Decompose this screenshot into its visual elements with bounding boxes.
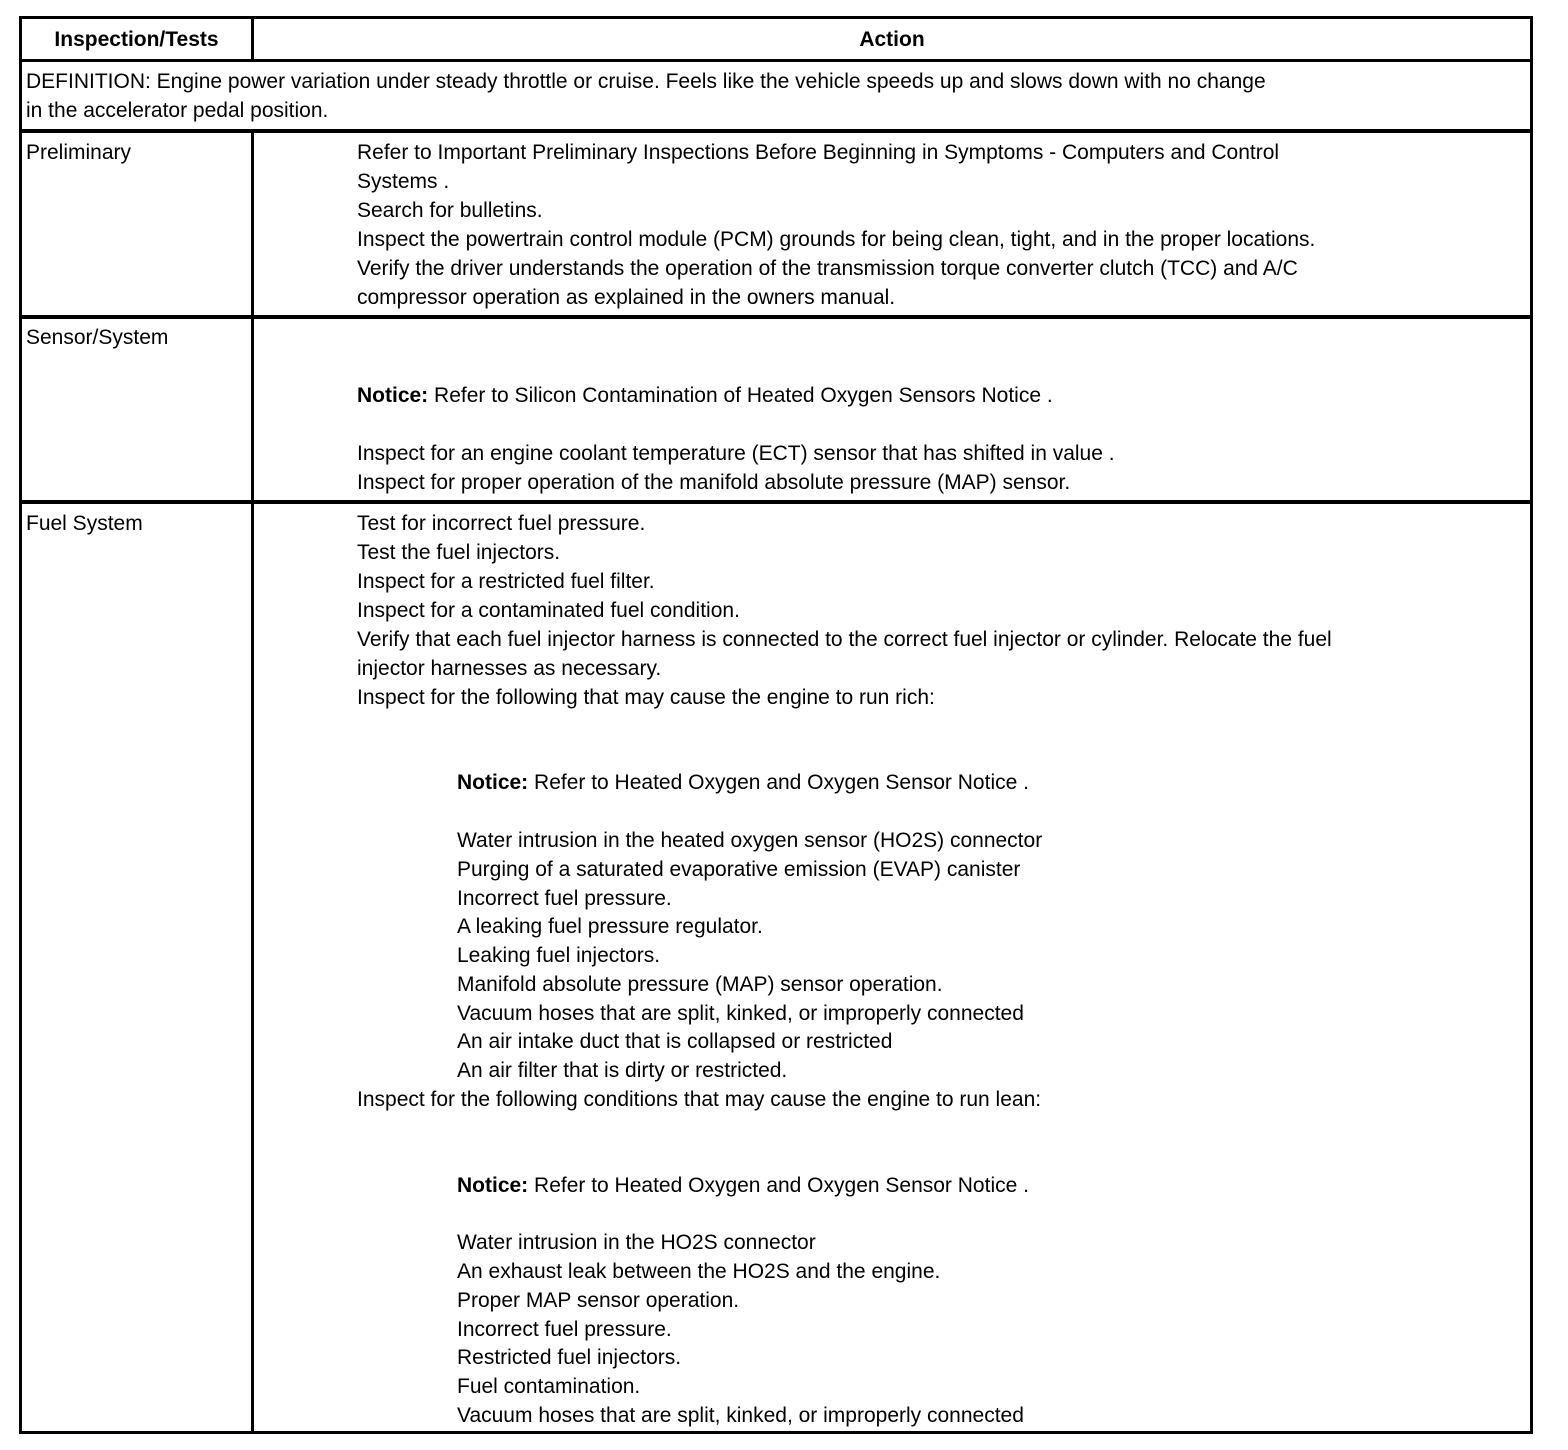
notice-label: Notice: <box>457 1174 529 1197</box>
action-line: Inspect the powertrain control module (PCM) grounds for being clean, tight, and in the proper locations. <box>357 228 1316 251</box>
inspection-table <box>19 16 1533 1434</box>
action-line: Verify that each fuel injector harness is connected to the correct fuel injector or cylinder. Relocate the fuel <box>357 628 1332 651</box>
sensor-divider <box>22 500 1530 504</box>
action-line: Refer to Important Preliminary Inspections Before Beginning in Symptoms - Computers and Control <box>357 141 1280 164</box>
action-line: Inspect for the following conditions that may cause the engine to run lean: <box>357 1088 1042 1111</box>
action-line: Test for incorrect fuel pressure. <box>357 512 646 535</box>
list-item: An air filter that is dirty or restricted. <box>457 1059 788 1082</box>
row-label-fuel-system: Fuel System <box>26 512 143 535</box>
list-item: Incorrect fuel pressure. <box>457 1318 672 1341</box>
preliminary-divider <box>22 315 1530 319</box>
notice-label: Notice: <box>357 384 429 407</box>
list-item: Incorrect fuel pressure. <box>457 887 672 910</box>
list-item: Purging of a saturated evaporative emission (EVAP) canister <box>457 858 1021 881</box>
list-item: Vacuum hoses that are split, kinked, or improperly connected <box>457 1002 1024 1025</box>
action-line: Inspect for a contaminated fuel condition. <box>357 599 740 622</box>
list-item: Manifold absolute pressure (MAP) sensor operation. <box>457 973 943 996</box>
notice-text: Refer to Heated Oxygen and Oxygen Sensor Notice . <box>528 1174 1029 1197</box>
row-label-sensor-system: Sensor/System <box>26 326 169 349</box>
notice-label: Notice: <box>457 771 529 794</box>
column-divider-body <box>251 129 254 1434</box>
row-label-preliminary: Preliminary <box>26 141 132 164</box>
list-item: Restricted fuel injectors. <box>457 1346 682 1369</box>
notice-text: Refer to Heated Oxygen and Oxygen Sensor Notice . <box>528 771 1029 794</box>
notice-text: Refer to Silicon Contamination of Heated Oxygen Sensors Notice . <box>428 384 1053 407</box>
list-item: Proper MAP sensor operation. <box>457 1289 740 1312</box>
action-line: compressor operation as explained in the owners manual. <box>357 286 896 309</box>
header-action: Action <box>859 28 925 51</box>
definition-line: DEFINITION: Engine power variation under steady throttle or cruise. Feels like the vehicle speeds up and slows down with no change <box>26 70 1266 93</box>
list-item: Water intrusion in the HO2S connector <box>457 1231 816 1254</box>
action-line: injector harnesses as necessary. <box>357 657 662 680</box>
action-line: Verify the driver understands the operation of the transmission torque converter clutch (TCC) and A/C <box>357 257 1298 280</box>
action-line: Search for bulletins. <box>357 199 543 222</box>
list-item: Water intrusion in the heated oxygen sensor (HO2S) connector <box>457 829 1043 852</box>
notice <box>457 1171 1029 1200</box>
action-line: Inspect for proper operation of the manifold absolute pressure (MAP) sensor. <box>357 471 1071 494</box>
list-item: An exhaust leak between the HO2S and the engine. <box>457 1260 941 1283</box>
list-item: Leaking fuel injectors. <box>457 944 661 967</box>
action-line: Inspect for an engine coolant temperature (ECT) sensor that has shifted in value . <box>357 442 1115 465</box>
action-line: Inspect for a restricted fuel filter. <box>357 570 655 593</box>
action-line: Test the fuel injectors. <box>357 541 561 564</box>
notice <box>357 381 1053 410</box>
notice <box>457 768 1029 797</box>
list-item: Fuel contamination. <box>457 1375 641 1398</box>
list-item: A leaking fuel pressure regulator. <box>457 915 763 938</box>
list-item: An air intake duct that is collapsed or restricted <box>457 1030 893 1053</box>
definition-line: in the accelerator pedal position. <box>26 99 329 122</box>
header-divider <box>22 59 1530 62</box>
header-inspection-tests: Inspection/Tests <box>54 28 219 51</box>
action-line: Inspect for the following that may cause the engine to run rich: <box>357 686 935 709</box>
action-line: Systems . <box>357 170 450 193</box>
definition-divider <box>22 129 1530 133</box>
list-item: Vacuum hoses that are split, kinked, or improperly connected <box>457 1404 1024 1427</box>
